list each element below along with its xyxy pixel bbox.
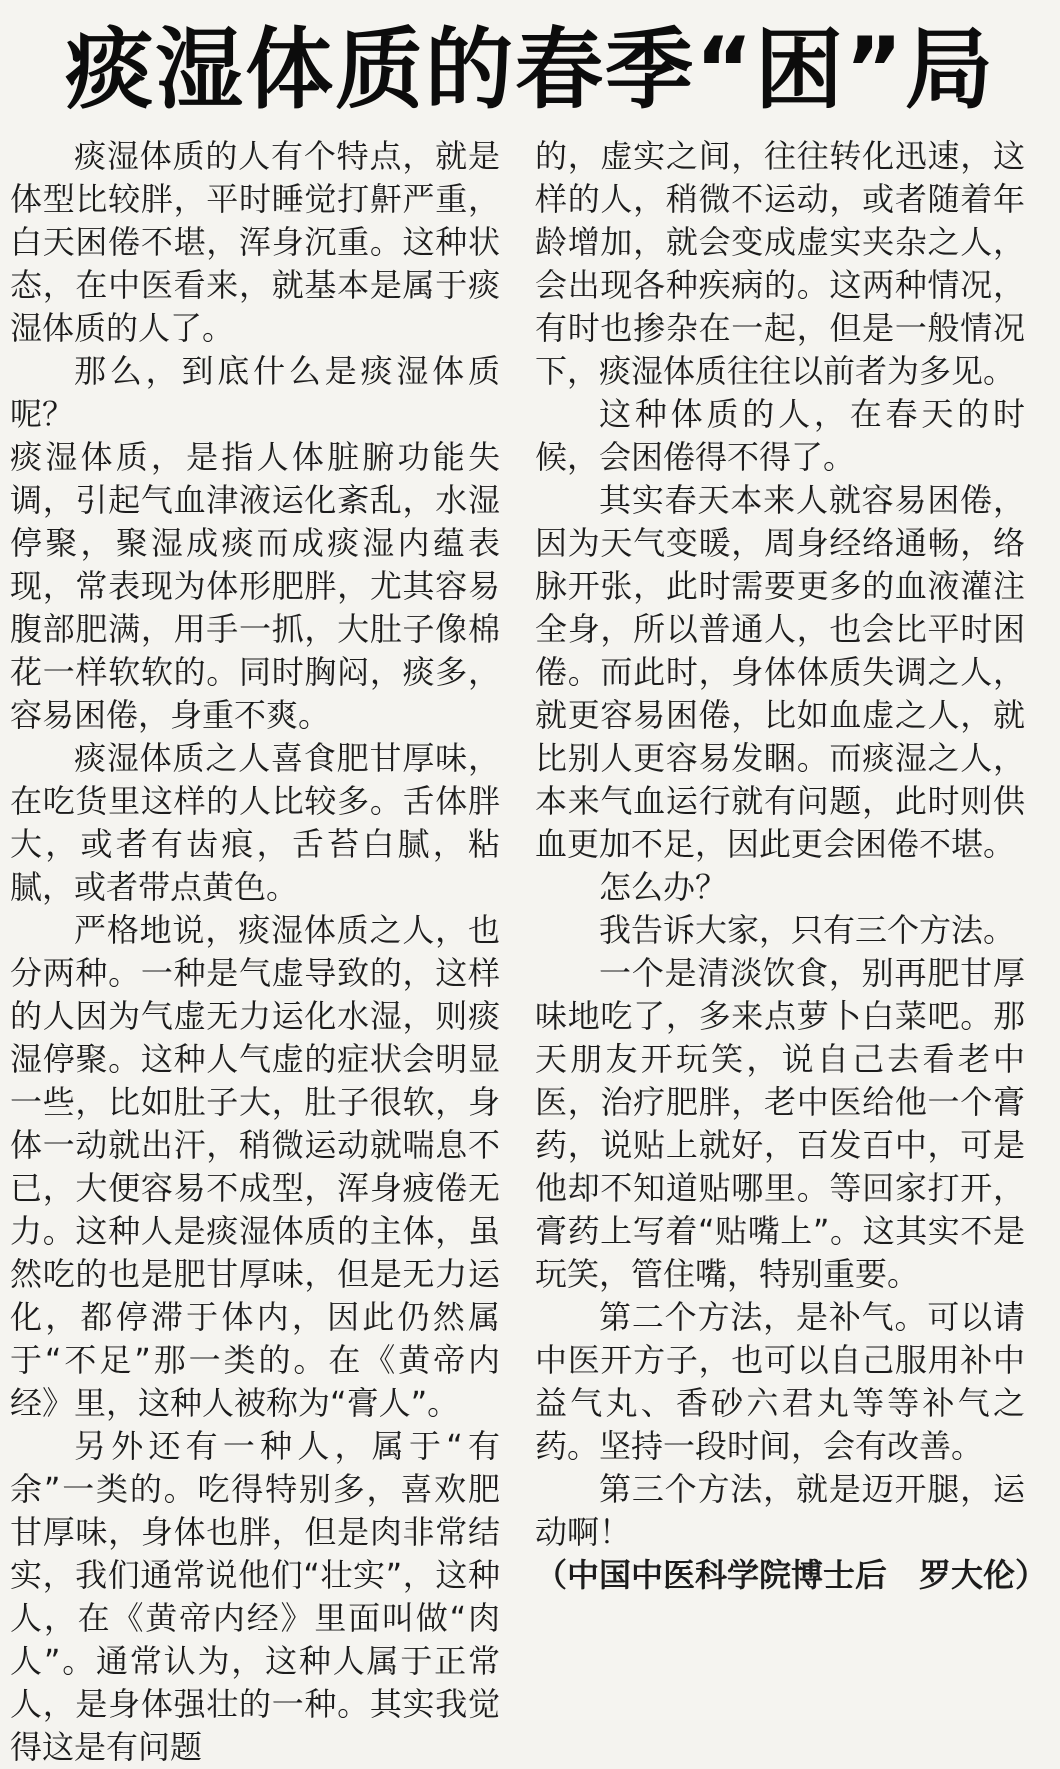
paragraph: 另外还有一种人，属于“有余”一类的。吃得特别多，喜欢肥甘厚味，身体也胖，但是肉非常结实，我们通常说他们“壮实”，这种人，在《黄帝内经》里面叫做“肉人”。通常认为，这种人属于正常人，是身体强壮的一种。其实我觉得这是有问题 — [10, 1427, 500, 1766]
paragraph: 第二个方法，是补气。可以请中医开方子，也可以自己服用补中益气丸、香砂六君丸等等补气之药。坚持一段时间，会有改善。 — [535, 1298, 1025, 1465]
paragraph: 的，虚实之间，往往转化迅速，这样的人，稍微不运动，或者随着年龄增加，就会变成虚实夹杂之人，会出现各种疾病的。这两种情况，有时也掺杂在一起，但是一般情况下，痰湿体质往往以前者为多见。 — [535, 137, 1025, 390]
paragraph: 这种体质的人，在春天的时候，会困倦得不得了。 — [535, 395, 1025, 476]
paragraph: 第三个方法，就是迈开腿，运动啊！ — [535, 1470, 1025, 1551]
paragraph: 一个是清淡饮食，别再肥甘厚味地吃了，多来点萝卜白菜吧。那天朋友开玩笑，说自己去看老中医，治疗肥胖，老中医给他一个膏药，说贴上就好，百发百中，可是他却不知道贴哪里。等回家打开，膏药上写着“贴嘴上”。这其实不是玩笑，管住嘴，特别重要。 — [535, 954, 1025, 1293]
article-title: 痰湿体质的春季“困”局 — [65, 18, 995, 121]
paragraph: 痰湿体质之人喜食肥甘厚味，在吃货里这样的人比较多。舌体胖大，或者有齿痕，舌苔白腻，粘腻，或者带点黄色。 — [10, 739, 500, 906]
paragraph: 痰湿体质的人有个特点，就是体型比较胖，平时睡觉打鼾严重，白天困倦不堪，浑身沉重。这种状态，在中医看来，就基本是属于痰湿体质的人了。 — [10, 137, 500, 347]
article-column-right — [535, 135, 1048, 1597]
article-column-left — [10, 135, 500, 1769]
paragraph: 严格地说，痰湿体质之人，也分两种。一种是气虚导致的，这样的人因为气虚无力运化水湿，则痰湿停聚。这种人气虚的症状会明显一些，比如肚子大，肚子很软，身体一动就出汗，稍微运动就喘息不已，大便容易不成型，浑身疲倦无力。这种人是痰湿体质的主体，虽然吃的也是肥甘厚味，但是无力运化，都停滞于体内，因此仍然属于“不足”那一类的。在《黄帝内经》里，这种人被称为“膏人”。 — [10, 911, 500, 1422]
paragraph: 那么，到底什么是痰湿体质呢？ — [10, 352, 500, 433]
paragraph: 其实春天本来人就容易困倦，因为天气变暖，周身经络通畅，络脉开张，此时需要更多的血液灌注全身，所以普通人，也会比平时困倦。而此时，身体体质失调之人，就更容易困倦，比如血虚之人，就比别人更容易发睏。而痰湿之人，本来气血运行就有问题，此时则供血更加不足，因此更会困倦不堪。 — [535, 481, 1025, 863]
paragraph: 怎么办？ — [599, 868, 728, 906]
paragraph: 痰湿体质，是指人体脏腑功能失调，引起气血津液运化紊乱，水湿停聚，聚湿成痰而成痰湿内蕴表现，常表现为体形肥胖，尤其容易腹部肥满，用手一抓，大肚子像棉花一样软软的。同时胸闷，痰多，容易困倦，身重不爽。 — [10, 438, 500, 734]
author-byline: （中国中医科学院博士后 罗大伦） — [535, 1556, 1048, 1594]
paragraph: 我告诉大家，只有三个方法。 — [599, 911, 1016, 949]
